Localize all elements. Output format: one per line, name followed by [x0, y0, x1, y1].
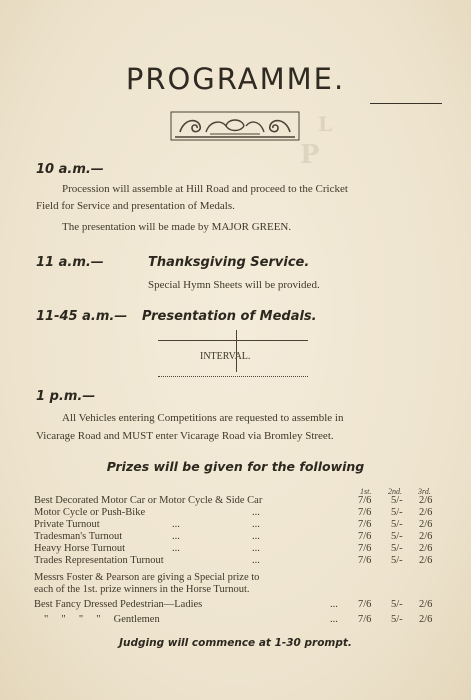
- column-header: 2nd.: [388, 487, 402, 496]
- column-header: 1st.: [360, 487, 372, 496]
- leader-dots: ...: [330, 614, 338, 625]
- judging-note: Judging will commence at 1-30 prompt.: [119, 637, 352, 649]
- leader-dots: ...: [172, 543, 180, 554]
- interval-label: INTERVAL.: [200, 351, 251, 362]
- show-through-text: L: [318, 112, 333, 136]
- second-prize: 5/-: [391, 555, 403, 566]
- second-prize: 5/-: [391, 599, 403, 610]
- time-heading: 1 p.m.—: [36, 389, 96, 404]
- first-prize: 7/6: [358, 495, 372, 506]
- prize-label: Best Fancy Dressed Pedestrian—Ladies: [34, 599, 203, 610]
- show-through-text: P: [300, 140, 320, 170]
- second-prize: 5/-: [391, 614, 403, 625]
- text-line: Procession will assemble at Hill Road and proceed to the Cricket: [62, 183, 348, 195]
- prize-label: Tradesman's Turnout: [34, 531, 123, 542]
- page-title: PROGRAMME.: [125, 62, 346, 96]
- special-prize-note: each of the 1st. prize winners in the Horse Turnout.: [34, 584, 250, 595]
- first-prize: 7/6: [358, 614, 372, 625]
- third-prize: 2/6: [419, 531, 433, 542]
- prize-label: Heavy Horse Turnout: [34, 543, 125, 554]
- third-prize: 2/6: [419, 519, 433, 530]
- prize-row: [34, 614, 454, 627]
- prize-label: Private Turnout: [34, 519, 100, 530]
- time-heading: 11-45 a.m.—: [36, 309, 128, 324]
- prize-label: " " " " Gentlemen: [44, 614, 160, 625]
- prize-row: [34, 599, 454, 612]
- special-prize-note: Messrs Foster & Pearson are giving a Special prize to: [34, 572, 260, 583]
- title-underline: [370, 103, 442, 104]
- ornament-icon: [170, 110, 300, 142]
- leader-dots: ...: [330, 599, 338, 610]
- time-heading: 10 a.m.—: [36, 162, 104, 177]
- third-prize: 2/6: [419, 543, 433, 554]
- second-prize: 5/-: [391, 495, 403, 506]
- third-prize: 2/6: [419, 555, 433, 566]
- prize-label: Trades Representation Turnout: [34, 555, 164, 566]
- leader-dots: ...: [252, 555, 260, 566]
- text-line: Field for Service and presentation of Medals.: [36, 200, 235, 212]
- first-prize: 7/6: [358, 519, 372, 530]
- leader-dots: ...: [252, 531, 260, 542]
- prize-label: Best Decorated Motor Car or Motor Cycle & Side Car: [34, 495, 263, 506]
- third-prize: 2/6: [419, 495, 433, 506]
- event-heading: Thanksgiving Service.: [148, 255, 310, 270]
- event-heading: Presentation of Medals.: [142, 309, 317, 324]
- second-prize: 5/-: [391, 531, 403, 542]
- text-line: All Vehicles entering Competitions are requested to assemble in: [62, 412, 344, 424]
- second-prize: 5/-: [391, 543, 403, 554]
- prize-label: Motor Cycle or Push-Bike: [34, 507, 146, 518]
- leader-dots: ...: [172, 519, 180, 530]
- prize-row: [34, 555, 454, 568]
- leader-dots: ...: [172, 531, 180, 542]
- first-prize: 7/6: [358, 599, 372, 610]
- second-prize: 5/-: [391, 507, 403, 518]
- text-line: The presentation will be made by MAJOR GREEN.: [62, 221, 292, 233]
- divider: [158, 340, 308, 341]
- prizes-heading: Prizes will be given for the following: [106, 459, 365, 474]
- text-line: Vicarage Road and MUST enter Vicarage Road via Bromley Street.: [36, 430, 334, 442]
- leader-dots: ...: [252, 519, 260, 530]
- first-prize: 7/6: [358, 543, 372, 554]
- leader-dots: ...: [252, 543, 260, 554]
- third-prize: 2/6: [419, 614, 433, 625]
- third-prize: 2/6: [419, 507, 433, 518]
- leader-dots: ...: [252, 507, 260, 518]
- first-prize: 7/6: [358, 555, 372, 566]
- second-prize: 5/-: [391, 519, 403, 530]
- column-header: 3rd.: [418, 487, 431, 496]
- third-prize: 2/6: [419, 599, 433, 610]
- divider: [158, 376, 308, 377]
- text-line: Special Hymn Sheets will be provided.: [148, 279, 320, 291]
- first-prize: 7/6: [358, 531, 372, 542]
- first-prize: 7/6: [358, 507, 372, 518]
- time-heading: 11 a.m.—: [36, 255, 104, 270]
